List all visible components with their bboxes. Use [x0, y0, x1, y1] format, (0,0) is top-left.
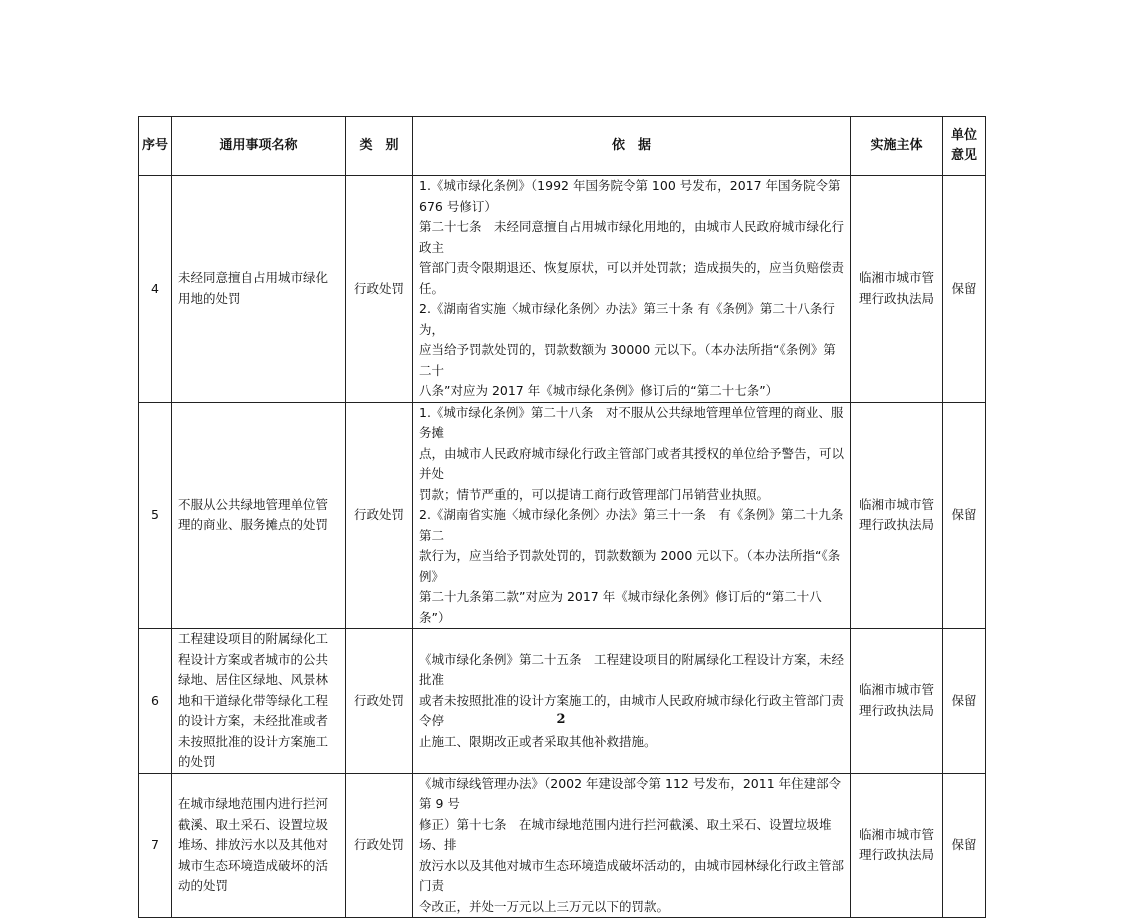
basis-line: 1.《城市绿化条例》（1992 年国务院令第 100 号发布，2017 年国务院令第 676 号修订）: [419, 178, 841, 214]
row-category: 行政处罚: [346, 773, 413, 918]
basis-line: 第二十九条第二款”对应为 2017 年《城市绿化条例》修订后的“第二十八条”）: [419, 589, 822, 625]
header-org: 实施主体: [851, 117, 943, 176]
row-opinion: 保留: [943, 773, 986, 918]
header-num: 序号: [139, 117, 172, 176]
row-org: 临湘市城市管理行政执法局: [851, 402, 943, 629]
table-row: [139, 176, 986, 403]
row-num: 4: [139, 176, 172, 403]
row-name: 未经同意擅自占用城市绿化用地的处罚: [172, 176, 346, 403]
row-basis: [413, 402, 851, 629]
table-row: [139, 773, 986, 918]
row-num: 5: [139, 402, 172, 629]
row-name: 工程建设项目的附属绿化工程设计方案或者城市的公共绿地、居住区绿地、风景林地和干道绿化带等绿化工程的设计方案，未经批准或者未按照批准的设计方案施工的处罚: [172, 629, 346, 774]
basis-line: 1.《城市绿化条例》第二十八条 对不服从公共绿地管理单位管理的商业、服务摊: [419, 404, 844, 440]
row-name: 在城市绿地范围内进行拦河截溪、取土采石、设置垃圾堆场、排放污水以及其他对城市生态环境造成破坏的活动的处罚: [172, 773, 346, 918]
row-opinion: 保留: [943, 629, 986, 774]
row-category: 行政处罚: [346, 629, 413, 774]
row-opinion: 保留: [943, 176, 986, 403]
row-opinion: 保留: [943, 402, 986, 629]
header-name: 通用事项名称: [172, 117, 346, 176]
regulation-table: [138, 116, 986, 918]
row-basis: [413, 629, 851, 774]
row-basis: [413, 176, 851, 403]
row-name: 不服从公共绿地管理单位管理的商业、服务摊点的处罚: [172, 402, 346, 629]
page-number: 2: [556, 712, 566, 727]
basis-line: 《城市绿化条例》第二十五条 工程建设项目的附属绿化工程设计方案，未经批准: [419, 651, 845, 687]
row-org: 临湘市城市管理行政执法局: [851, 773, 943, 918]
basis-line: 2.《湖南省实施〈城市绿化条例〉办法》第三十一条 有《条例》第二十九条第二: [419, 507, 844, 543]
header-opinion: 单位意见: [943, 117, 986, 176]
basis-line: 应当给予罚款处罚的，罚款数额为 30000 元以下。（本办法所指“《条例》第二十: [419, 342, 836, 378]
row-org: 临湘市城市管理行政执法局: [851, 629, 943, 774]
basis-line: 放污水以及其他对城市生态环境造成破坏活动的，由城市园林绿化行政主管部门责: [419, 857, 845, 893]
row-category: 行政处罚: [346, 176, 413, 403]
row-basis: [413, 773, 851, 918]
basis-line: 点，由城市人民政府城市绿化行政主管部门或者其授权的单位给予警告，可以并处: [419, 445, 845, 481]
basis-line: 止施工、限期改正或者采取其他补救措施。: [419, 733, 657, 749]
row-org: 临湘市城市管理行政执法局: [851, 176, 943, 403]
row-num: 7: [139, 773, 172, 918]
row-category: 行政处罚: [346, 402, 413, 629]
basis-line: 款行为，应当给予罚款处罚的，罚款数额为 2000 元以下。（本办法所指“《条例》: [419, 548, 841, 584]
basis-line: 或者未按照批准的设计方案施工的，由城市人民政府城市绿化行政主管部门责令停: [419, 692, 845, 728]
header-basis: 依 据: [413, 117, 851, 176]
table-header-row: [139, 117, 986, 176]
basis-line: 八条”对应为 2017 年《城市绿化条例》修订后的“第二十七条”）: [419, 383, 779, 398]
table-row: [139, 629, 986, 774]
table-row: [139, 402, 986, 629]
basis-line: 罚款；情节严重的，可以提请工商行政管理部门吊销营业执照。: [419, 486, 770, 502]
basis-line: 《城市绿线管理办法》（2002 年建设部令第 112 号发布，2011 年住建部令第 9 号: [419, 775, 842, 811]
header-category: 类 别: [346, 117, 413, 176]
basis-line: 2.《湖南省实施〈城市绿化条例〉办法》第三十条 有《条例》第二十八条行为，: [419, 301, 835, 337]
basis-line: 第二十七条 未经同意擅自占用城市绿化用地的，由城市人民政府城市绿化行政主: [419, 219, 845, 255]
basis-line: 令改正，并处一万元以上三万元以下的罚款。: [419, 898, 670, 914]
basis-line: 修正）第十七条 在城市绿地范围内进行拦河截溪、取土采石、设置垃圾堆场、排: [419, 816, 832, 852]
row-num: 6: [139, 629, 172, 774]
basis-line: 管部门责令限期退还、恢复原状，可以并处罚款；造成损失的，应当负赔偿责任。: [419, 260, 845, 296]
